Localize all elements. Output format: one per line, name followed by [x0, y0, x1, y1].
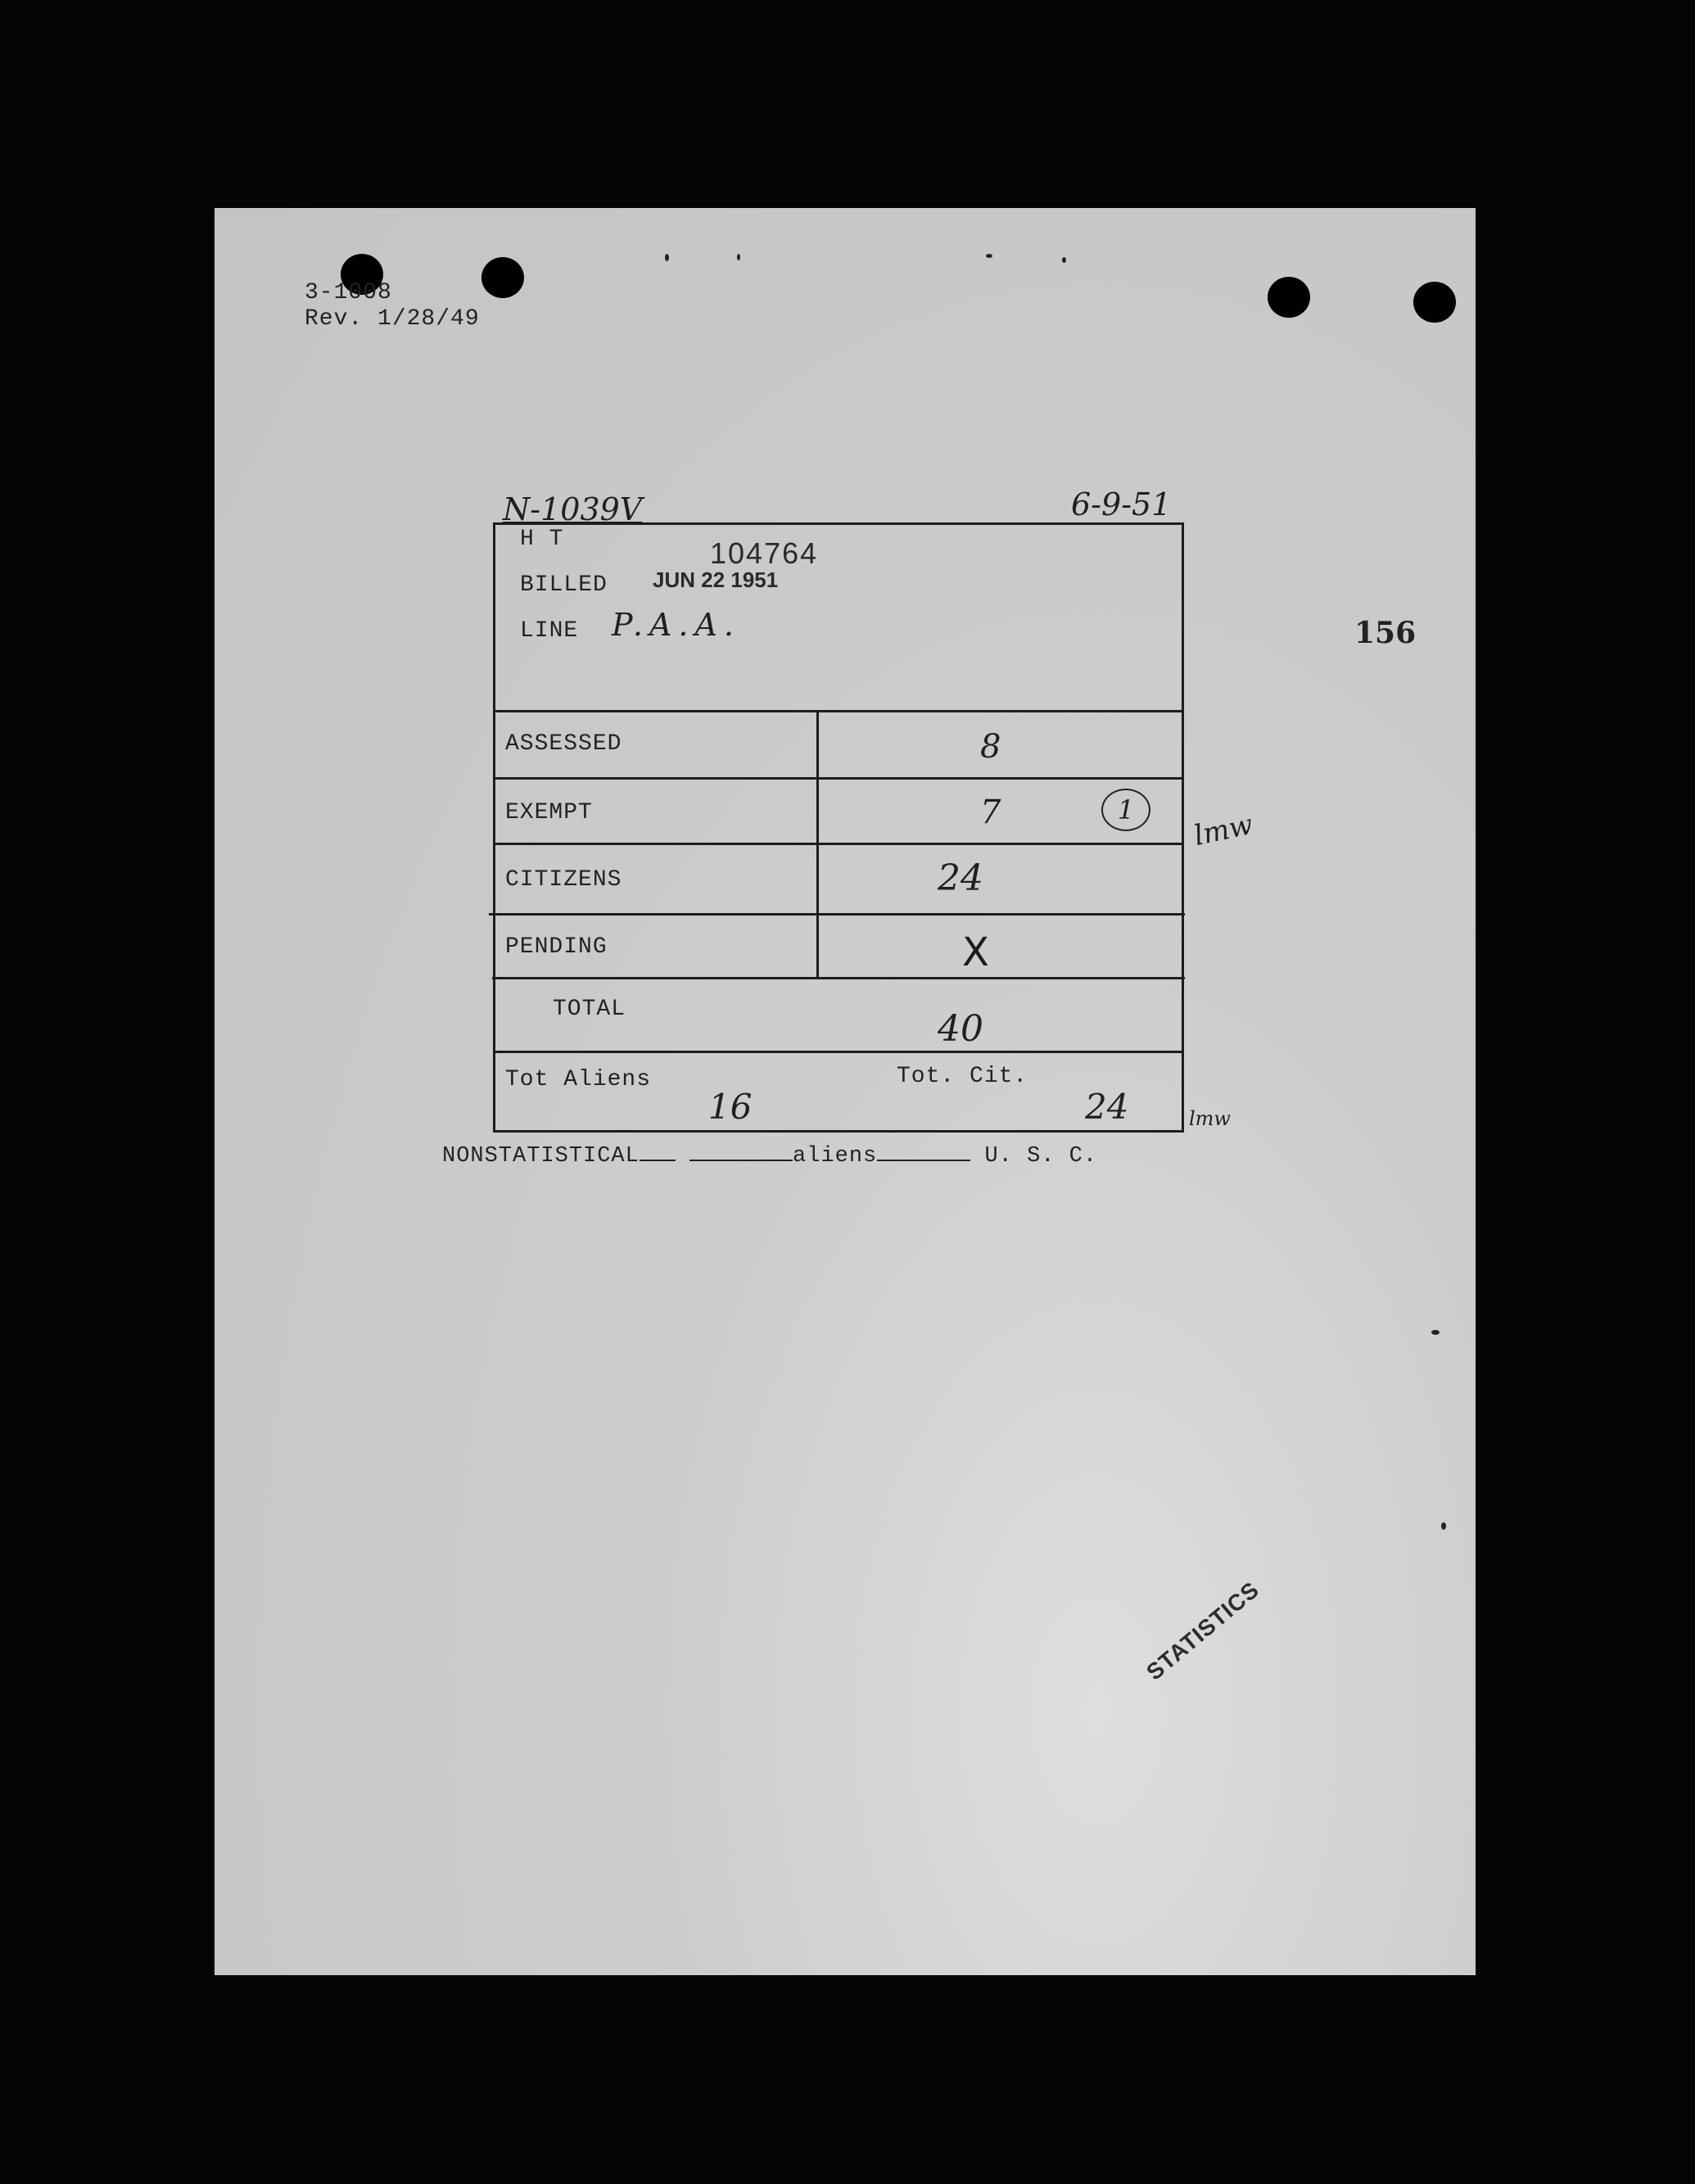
billing-form-box	[493, 522, 1184, 1133]
row-divider	[495, 843, 1182, 845]
speck-mark	[1441, 1522, 1446, 1530]
pending-value: X	[962, 929, 989, 975]
speck-mark	[737, 254, 740, 260]
citizens-value: 24	[938, 857, 983, 899]
aliens-label: aliens	[793, 1144, 878, 1169]
pending-label: PENDING	[505, 934, 608, 960]
line-value: P.A.A.	[612, 607, 740, 643]
exempt-circled-count: 1	[1101, 789, 1150, 831]
blank-line	[640, 1142, 676, 1161]
assessed-value: 8	[980, 728, 1001, 766]
blank-line	[877, 1142, 970, 1161]
line-label: LINE	[520, 618, 579, 644]
row-divider	[489, 913, 1185, 916]
citizens-label: CITIZENS	[505, 867, 622, 893]
billed-label: BILLED	[520, 572, 608, 598]
row-divider	[495, 1051, 1182, 1053]
row-divider	[492, 977, 1185, 979]
document-page	[215, 208, 1476, 1975]
initials-exempt: lmw	[1191, 807, 1256, 853]
total-value: 40	[938, 1008, 983, 1050]
punch-hole	[1268, 277, 1310, 318]
form-number: 3-1008	[305, 280, 392, 305]
handwritten-date: 6-9-51	[1071, 486, 1172, 522]
row-divider	[495, 710, 1182, 712]
speck-mark	[1062, 257, 1066, 263]
page-number: 156	[1354, 616, 1417, 650]
form-revision: Rev. 1/28/49	[305, 306, 480, 332]
initials-total: lmw	[1189, 1107, 1231, 1130]
nonstatistical-label: NONSTATISTICAL	[442, 1144, 640, 1169]
statistics-stamp: STATISTICS	[1141, 1576, 1264, 1685]
total-label: TOTAL	[553, 997, 626, 1022]
blank-line	[689, 1142, 793, 1161]
nonstatistical-line	[442, 1142, 1097, 1169]
column-divider	[816, 710, 819, 977]
billed-date-stamp: JUN 22 1951	[653, 567, 779, 592]
punch-hole	[481, 257, 524, 298]
ht-label: H T	[520, 527, 564, 552]
tot-cit-label: Tot. Cit.	[897, 1064, 1028, 1089]
exempt-value: 7	[980, 794, 1001, 831]
row-divider	[495, 777, 1182, 780]
usc-label: U. S. C.	[984, 1144, 1098, 1169]
number-stamp: 104764	[710, 536, 819, 570]
tot-cit-value: 24	[1085, 1087, 1129, 1127]
tot-aliens-label: Tot Aliens	[505, 1067, 652, 1092]
assessed-label: ASSESSED	[505, 731, 622, 757]
exempt-label: EXEMPT	[505, 800, 593, 825]
speck-mark	[986, 254, 992, 258]
tot-aliens-value: 16	[708, 1087, 753, 1127]
speck-mark	[665, 254, 669, 261]
punch-hole	[1413, 282, 1456, 323]
file-reference: N-1039V	[503, 491, 643, 527]
speck-mark	[1431, 1330, 1440, 1335]
